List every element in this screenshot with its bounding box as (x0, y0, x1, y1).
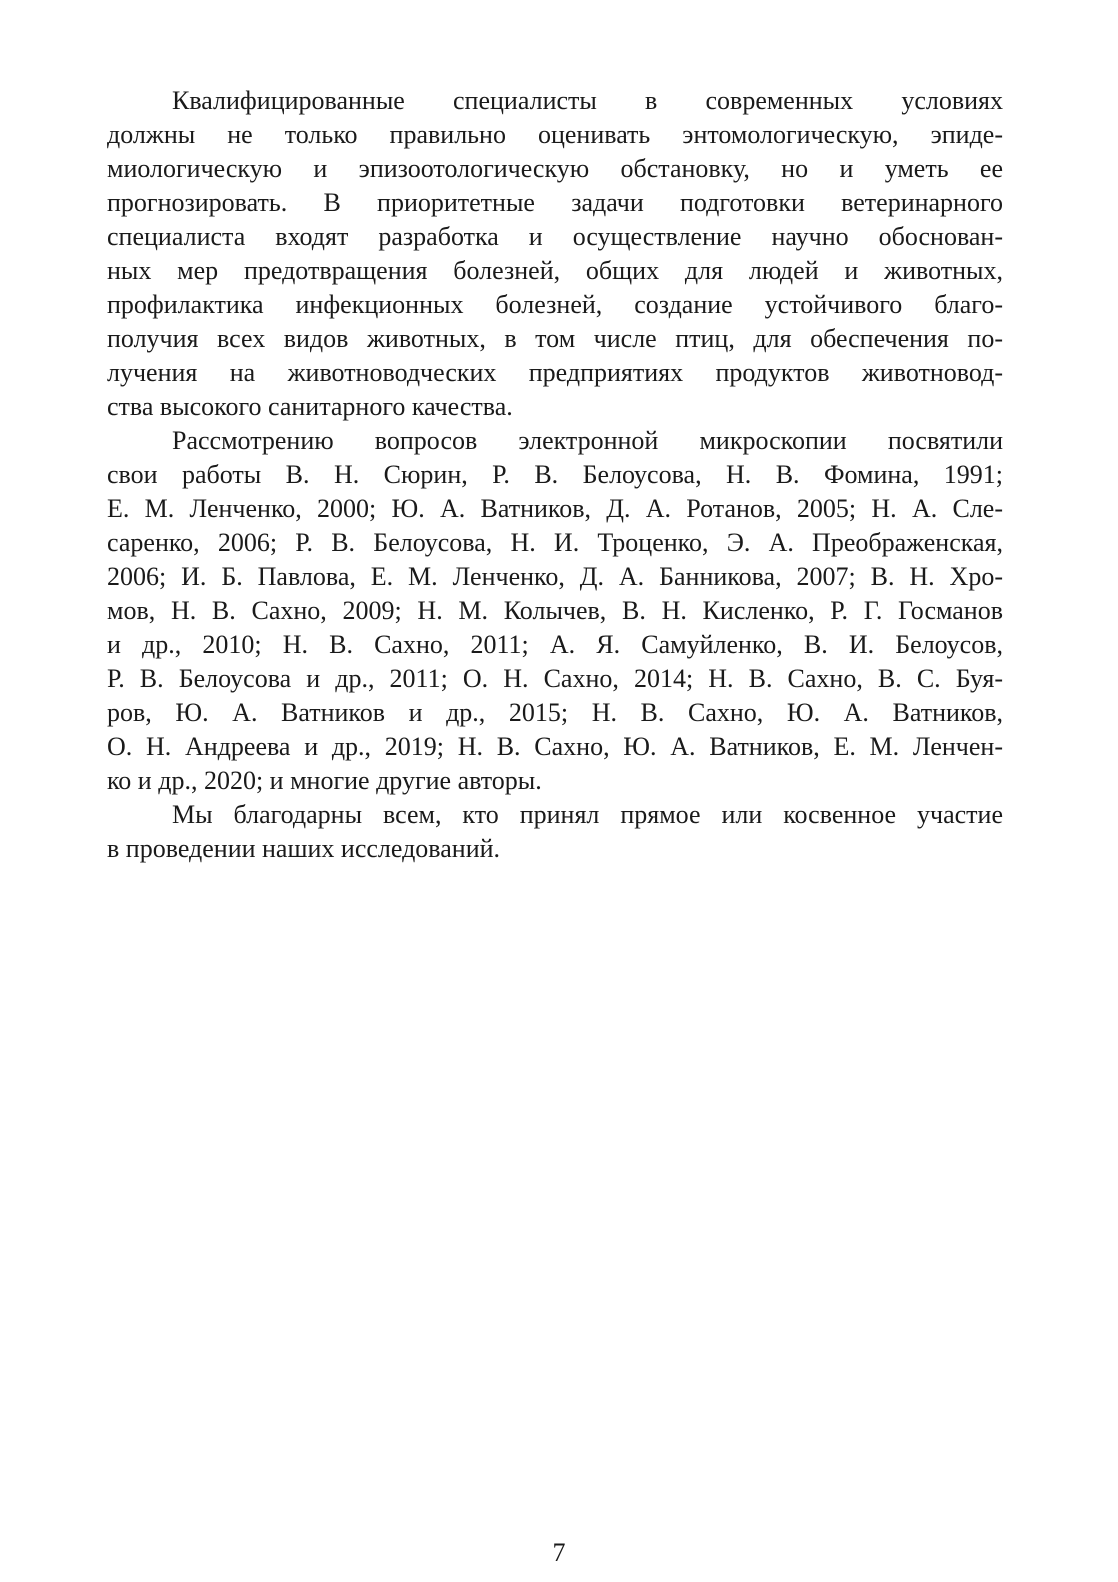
text-line: О. Н. Андреева и др., 2019; Н. В. Сахно, Ю. А. Ватников, Е. М. Ленчен- (107, 732, 1003, 761)
text-line: лучения на животноводческих предприятиях продуктов животновод- (107, 358, 1003, 387)
text-line: профилактика инфекционных болезней, создание устойчивого благо- (107, 290, 1003, 319)
text-line: получия всех видов животных, в том числе птиц, для обеспечения по- (107, 324, 1003, 353)
text-line: в проведении наших исследований. (107, 834, 501, 863)
page-number: 7 (552, 1538, 566, 1567)
text-line: Р. В. Белоусова и др., 2011; О. Н. Сахно, 2014; Н. В. Сахно, В. С. Буя- (107, 664, 1003, 693)
text-line: должны не только правильно оценивать энтомологическую, эпиде- (107, 120, 1003, 149)
text-line: миологическую и эпизоотологическую обстановку, но и уметь ее (107, 154, 1003, 183)
text-line: ко и др., 2020; и многие другие авторы. (107, 766, 542, 795)
text-line: и др., 2010; Н. В. Сахно, 2011; А. Я. Самуйленко, В. И. Белоусов, (107, 630, 1003, 659)
text-line: саренко, 2006; Р. В. Белоусова, Н. И. Троценко, Э. А. Преображенская, (107, 528, 1003, 557)
text-line: ров, Ю. А. Ватников и др., 2015; Н. В. Сахно, Ю. А. Ватников, (107, 698, 1003, 727)
text-line: мов, Н. В. Сахно, 2009; Н. М. Колычев, В. Н. Кисленко, Р. Г. Госманов (107, 596, 1003, 625)
text-line: Е. М. Ленченко, 2000; Ю. А. Ватников, Д. А. Ротанов, 2005; Н. А. Сле- (107, 494, 1003, 523)
body-text (107, 84, 1003, 866)
text-line: специалиста входят разработка и осуществление научно обоснован- (107, 222, 1003, 251)
text-line: Квалифицированные специалисты в современных условиях (172, 86, 1003, 115)
text-line: 2006; И. Б. Павлова, Е. М. Ленченко, Д. А. Банникова, 2007; В. Н. Хро- (107, 562, 1003, 591)
text-line: Мы благодарны всем, кто принял прямое или косвенное участие (172, 800, 1003, 829)
text-line: ства высокого санитарного качества. (107, 392, 513, 421)
text-line: Рассмотрению вопросов электронной микроскопии посвятили (172, 426, 1003, 455)
text-line: свои работы В. Н. Сюрин, Р. В. Белоусова, Н. В. Фомина, 1991; (107, 460, 1003, 489)
paragraph (107, 798, 1003, 866)
paragraph (107, 84, 1003, 424)
paragraph (107, 424, 1003, 798)
text-line: прогнозировать. В приоритетные задачи подготовки ветеринарного (107, 188, 1003, 217)
text-line: ных мер предотвращения болезней, общих для людей и животных, (107, 256, 1003, 285)
